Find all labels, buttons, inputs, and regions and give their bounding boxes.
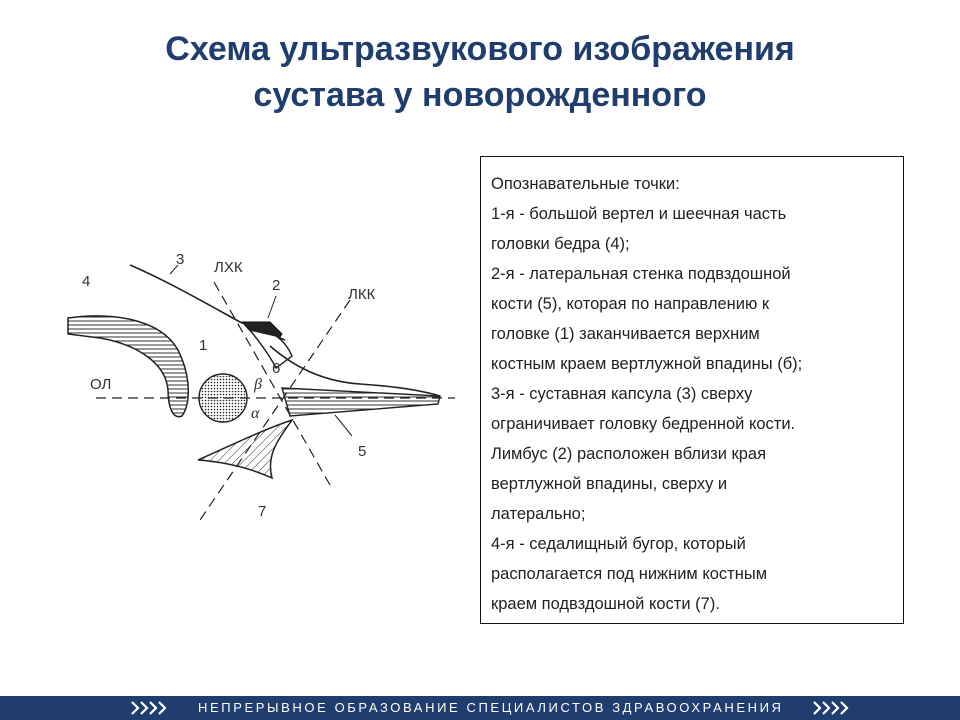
footer-bar: [0, 696, 960, 720]
label-2: 2: [272, 277, 281, 294]
info-line: ограничивает головку бедренной кости.: [491, 415, 796, 433]
info-line: 2-я - латеральная стенка подвздошной: [491, 265, 791, 283]
page-title: [40, 26, 920, 118]
femoral-head: [199, 374, 247, 422]
info-line: располагается под нижним костным: [491, 565, 768, 583]
info-line: 4-я - седалищный бугор, который: [491, 535, 746, 553]
label-ol: ОЛ: [90, 376, 112, 393]
label-4: 4: [82, 273, 91, 290]
info-line: латерально;: [491, 505, 586, 523]
ilium-bone: [282, 388, 440, 416]
title-line-2: сустава у новорожденного: [253, 76, 707, 114]
info-line: Лимбус (2) расположен вблизи края: [491, 445, 767, 463]
info-line: кости (5), которая по направлению к: [491, 295, 770, 313]
cartilage-shape: [250, 330, 292, 368]
label-lhk: ЛХК: [214, 259, 243, 276]
leader-line-2: [268, 296, 276, 318]
label-alpha: α: [251, 405, 260, 422]
label-lkk: ЛКК: [348, 286, 376, 303]
info-line: головке (1) заканчивается верхним: [491, 325, 760, 343]
label-5: 5: [358, 443, 367, 460]
leader-line-5: [335, 415, 352, 436]
info-line: краем подвздошной кости (7).: [491, 595, 720, 613]
info-line: Опознавательные точки:: [491, 175, 680, 193]
info-line: костным краем вертлужной впадины (б);: [491, 355, 803, 373]
label-6: 6: [272, 360, 281, 377]
ischium-shape: [198, 420, 292, 478]
label-3: 3: [176, 251, 185, 268]
ultrasound-diagram: [60, 230, 455, 550]
chevron-right-icon: [130, 701, 170, 715]
footer-text: НЕПРЕРЫВНОЕ ОБРАЗОВАНИЕ СПЕЦИАЛИСТОВ ЗДРАВООХРАНЕНИЯ: [198, 700, 784, 715]
label-1: 1: [199, 337, 208, 354]
label-7: 7: [258, 503, 267, 520]
label-beta: β: [254, 376, 262, 393]
info-line: вертлужной впадины, сверху и: [491, 475, 728, 493]
info-line: 3-я - суставная капсула (3) сверху: [491, 385, 753, 403]
info-line: головки бедра (4);: [491, 235, 630, 253]
femur-trochanter-shape: [68, 316, 188, 417]
info-line: 1-я - большой вертел и шеечная часть: [491, 205, 787, 223]
chevron-right-icon: [812, 701, 852, 715]
title-line-1: Схема ультразвукового изображения: [165, 30, 795, 68]
landmarks-textbox: [480, 156, 904, 624]
